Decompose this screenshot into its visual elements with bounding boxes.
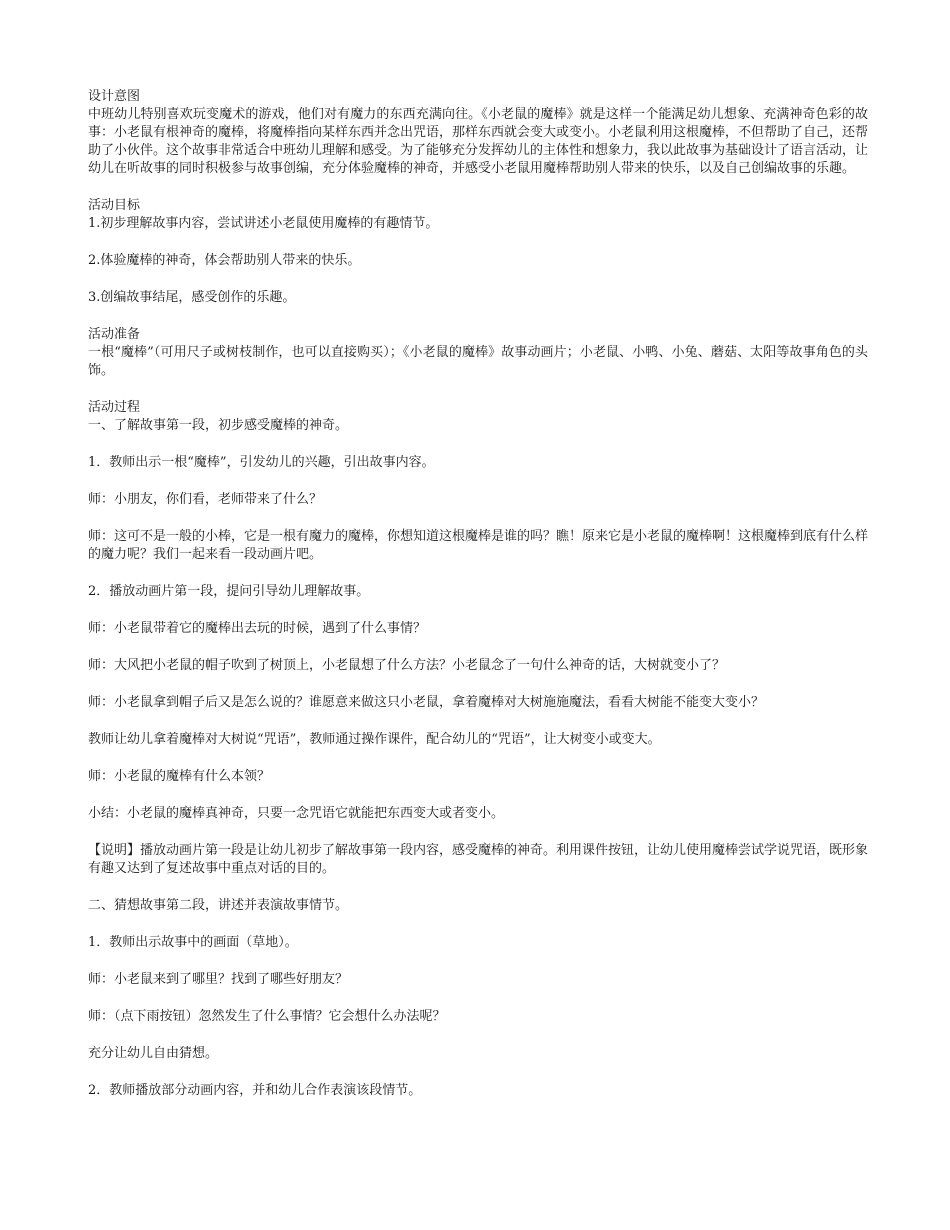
section-heading: 活动目标 (88, 198, 141, 213)
process-paragraph: 二、猜想故事第二段，讲述并表演故事情节。 (88, 898, 349, 913)
process-paragraph: 师：大风把小老鼠的帽子吹到了树顶上，小老鼠想了什么方法？小老鼠念了一句什么神奇的话，大树就变小了？ (88, 658, 726, 673)
process-paragraph: 小结：小老鼠的魔棒真神奇，只要一念咒语它就能把东西变大或者变小。 (88, 806, 505, 821)
process-paragraph: 1．教师出示一根“魔棒”，引发幼儿的兴趣，引出故事内容。 (88, 455, 435, 470)
process-paragraph: 一、了解故事第一段，初步感受魔棒的神奇。 (88, 418, 349, 433)
section-heading: 活动准备 (88, 327, 141, 342)
section-heading: 活动过程 (88, 400, 141, 415)
section-paragraph: 中班幼儿特别喜欢玩变魔术的游戏，他们对有魔力的东西充满向往。《小老鼠的魔棒》就是这样一个能满足幼儿想象、充满神奇色彩的故事：小老鼠有根神奇的魔棒，将魔棒指向某样东西并念出咒语，那样东西就会变大或变小。小老鼠利用这根魔棒，不但帮助了自己，还帮助了小伙伴。这个故事非常适合中班幼儿理解和感受。为了能够充分发挥幼儿的主体性和想象力，我以此故事为基础设计了语言活动，让幼儿在听故事的同时积极参与故事创编，充分体验魔棒的神奇，并感受小老鼠用魔棒帮助别人带来的快乐，以及自己创编故事的乐趣。 (88, 107, 869, 176)
goal-item: 2.体验魔棒的神奇，体会帮助别人带来的快乐。 (88, 253, 361, 268)
process-paragraph: 充分让幼儿自由猜想。 (88, 1046, 219, 1061)
process-paragraph: 教师让幼儿拿着魔棒对大树说“咒语”，教师通过操作课件，配合幼儿的“咒语”，让大树变小或变大。 (88, 732, 661, 747)
process-paragraph: 师：（点下雨按钮）忽然发生了什么事情？它会想什么办法呢？ (88, 1009, 446, 1024)
section-heading: 设计意图 (88, 89, 141, 104)
process-paragraph: 1．教师出示故事中的画面（草地）。 (88, 935, 298, 950)
process-paragraph: 2．教师播放部分动画内容，并和幼儿合作表演该段情节。 (88, 1083, 422, 1098)
section-paragraph: 一根“魔棒”（可用尺子或树枝制作，也可以直接购买）；《小老鼠的魔棒》故事动画片；小老鼠、小鸭、小兔、蘑菇、太阳等故事角色的头饰。 (88, 345, 868, 378)
section-process (88, 399, 868, 1100)
process-paragraph: 【说明】播放动画片第一段是让幼儿初步了解故事第一段内容，感受魔棒的神奇。利用课件按钮，让幼儿使用魔棒尝试学说咒语，既形象有趣又达到了复述故事中重点对话的目的。 (88, 843, 869, 876)
process-paragraph: 师：小老鼠带着它的魔棒出去玩的时候，遇到了什么事情？ (88, 621, 427, 636)
process-paragraph: 2．播放动画片第一段，提问引导幼儿理解故事。 (88, 584, 370, 599)
section-preparation (88, 326, 868, 380)
goal-item: 3.创编故事结尾，感受创作的乐趣。 (88, 290, 296, 305)
goal-item: 1.初步理解故事内容，尝试讲述小老鼠使用魔棒的有趣情节。 (88, 216, 439, 231)
section-design-intent (88, 88, 868, 178)
process-paragraph: 师：小老鼠来到了哪里？找到了哪些好朋友？ (88, 972, 349, 987)
document-page (88, 88, 868, 1118)
process-paragraph: 师：小老鼠拿到帽子后又是怎么说的？谁愿意来做这只小老鼠，拿着魔棒对大树施施魔法，看看大树能不能变大变小？ (88, 695, 765, 710)
process-paragraph: 师：小老鼠的魔棒有什么本领？ (88, 769, 271, 784)
process-paragraph: 师：这可不是一般的小棒，它是一根有魔力的魔棒，你想知道这根魔棒是谁的吗？瞧！原来它是小老鼠的魔棒啊！这根魔棒到底有什么样的魔力呢？我们一起来看一段动画片吧。 (88, 529, 869, 562)
process-paragraph: 师：小朋友，你们看，老师带来了什么？ (88, 492, 323, 507)
section-goals (88, 197, 868, 307)
